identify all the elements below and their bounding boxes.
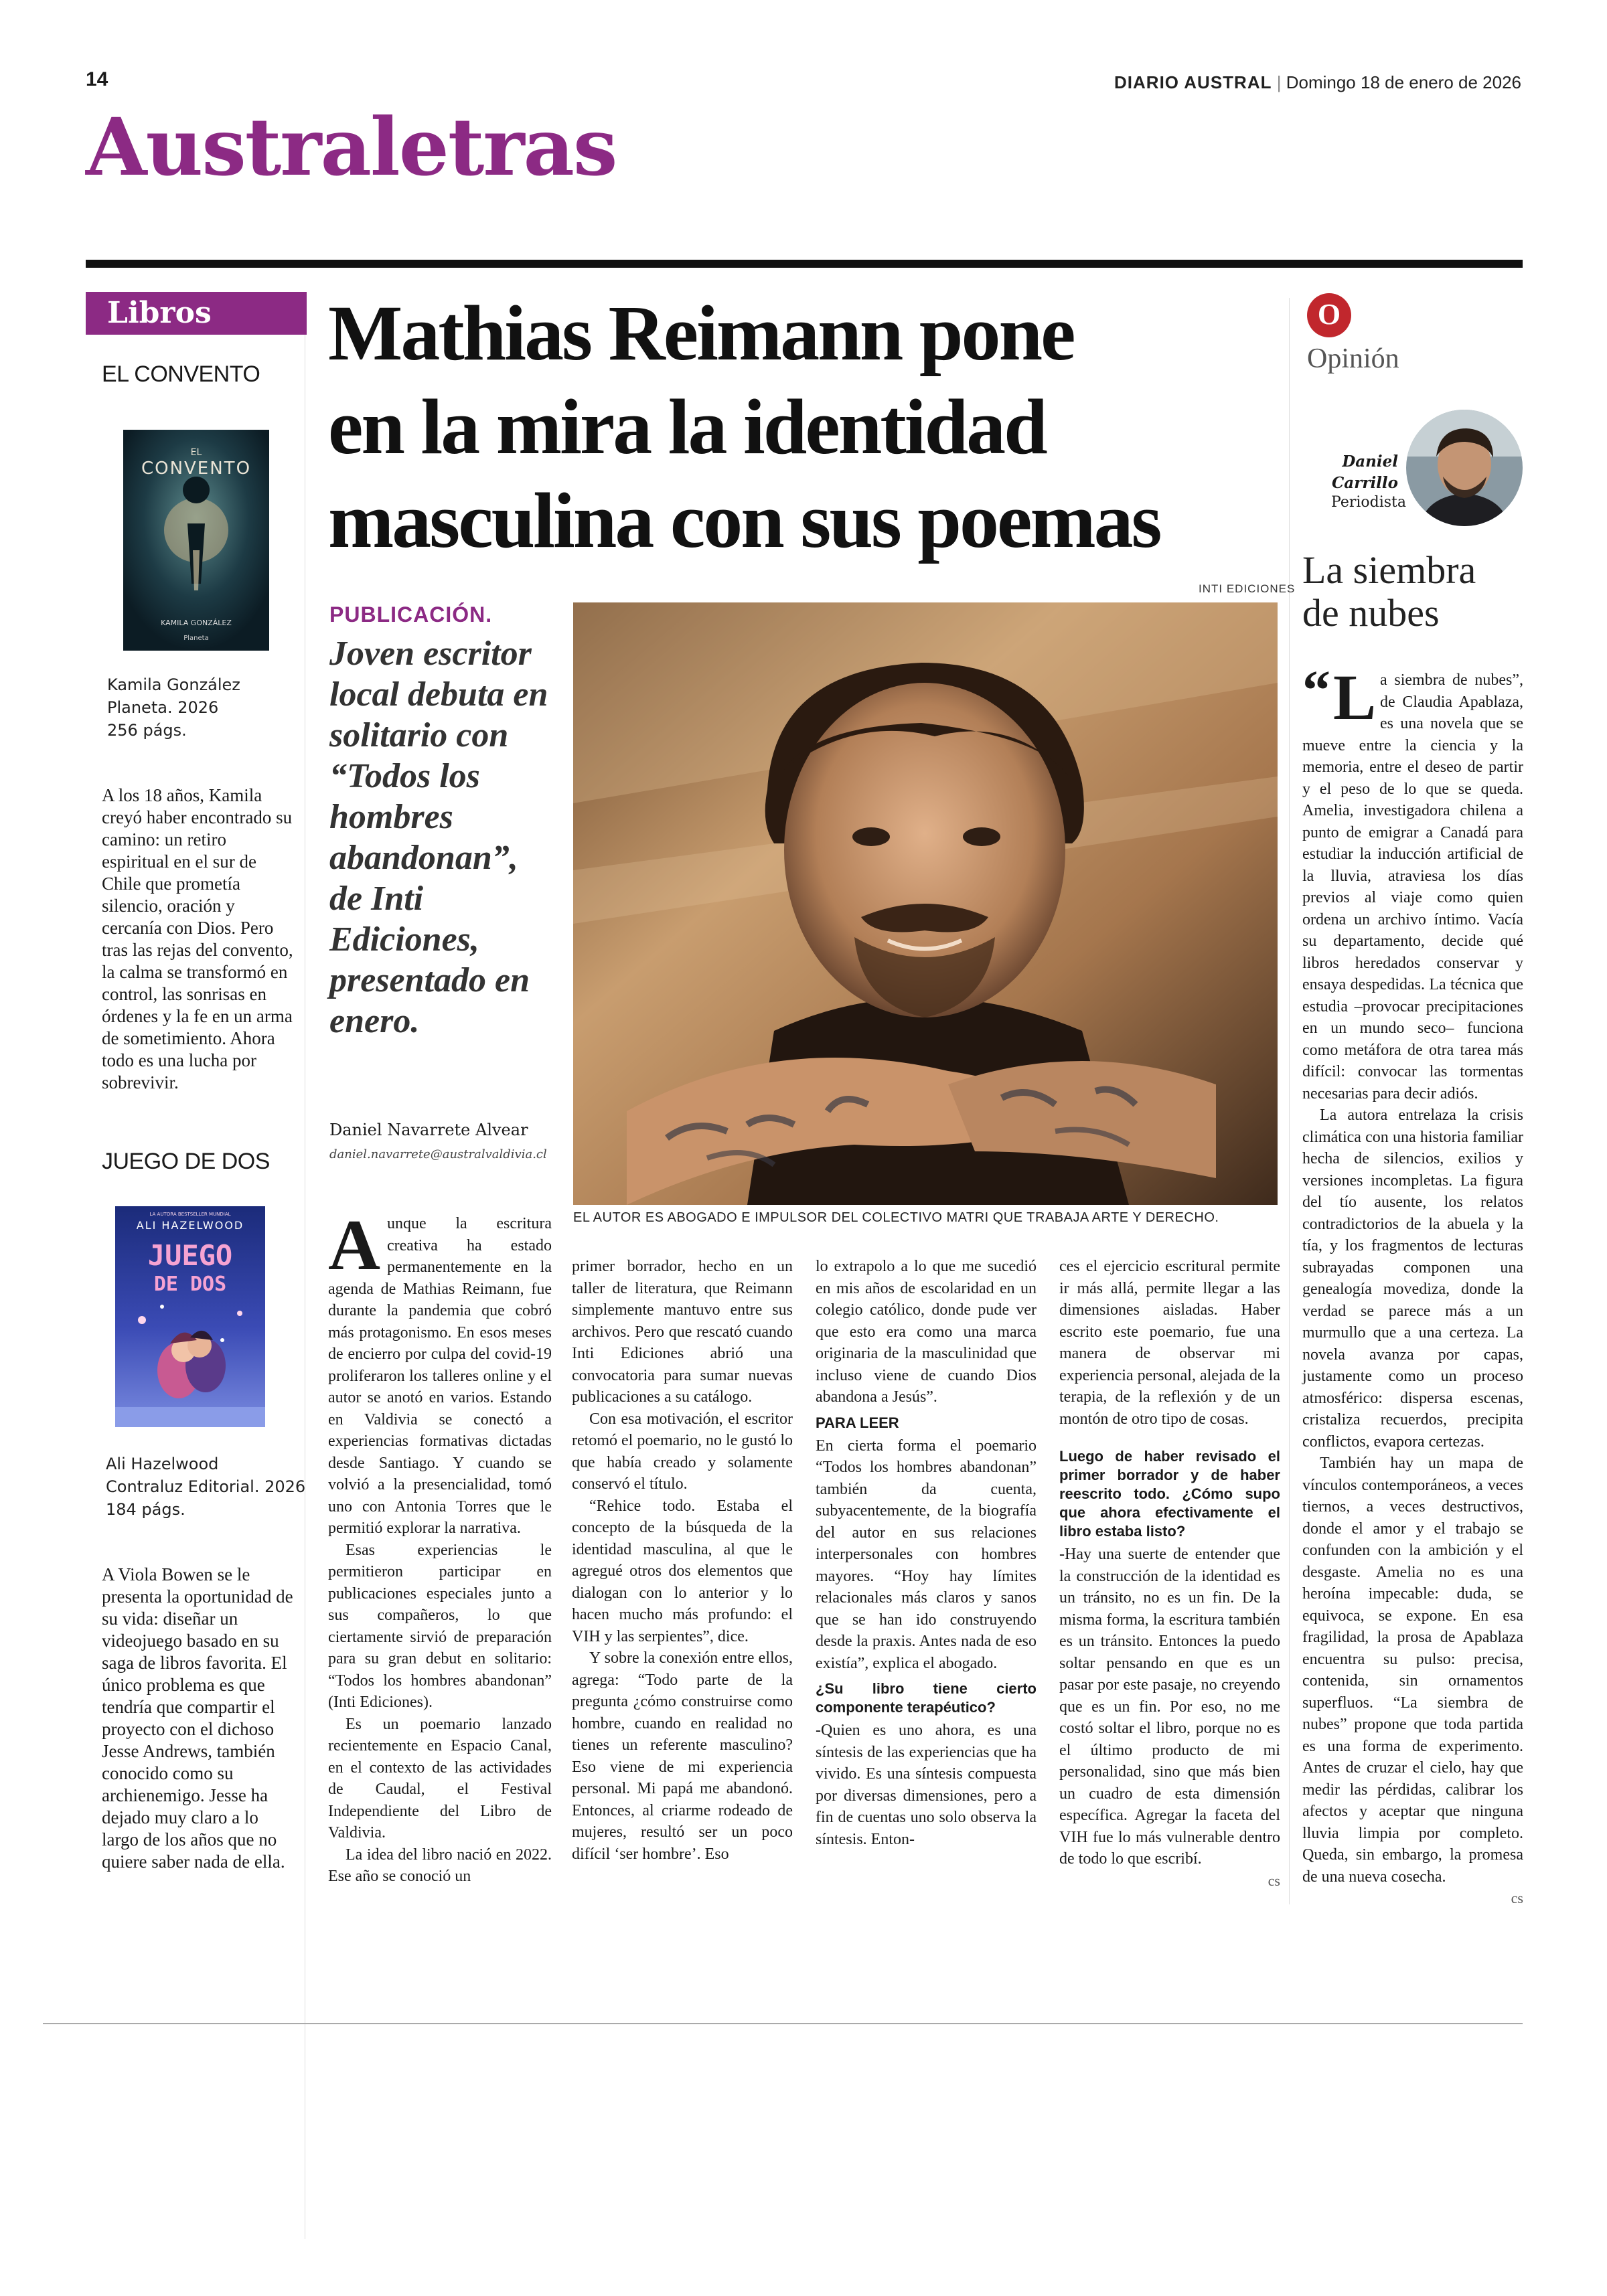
cover-title-line-1: JUEGO [147,1239,233,1272]
article-column-4 [1059,1256,1280,1892]
author-photo [573,602,1278,1205]
photo-credit: INTI EDICIONES [1199,582,1296,595]
issue-date: Domingo 18 de enero de 2026 [1286,72,1521,92]
top-rule [86,260,1523,268]
book-meta [106,1453,305,1521]
cover-author: KAMILA GONZÁLEZ [161,619,232,627]
bottom-rule [43,2023,1523,2024]
paragraph: También hay un mapa de vínculos contemporáneos, a veces tiernos, a veces destructivos, donde el amor y el trabajo se confunden con la ambición y el desgaste. Amelia no es una heroína impecable: duda, se equivoca, se expone. En esa fragilidad, la prosa de Apablaza encuentra su pulso: precisa, contenida, sin ornamentos superfluos. “La siembra de nubes” propone que toda partida es una forma de experimento. Antes de cruzar el cielo, hay que medir las pérdidas, calibrar los afectos y aceptar que ninguna lluvia limpia por completo. Queda, sin embargo, la promesa de una nueva cosecha. [1302,1455,1523,1886]
cover-publisher: Planeta [183,635,209,642]
book-title: JUEGO DE DOS [102,1149,270,1174]
end-mark: cs [1268,1872,1280,1889]
opening-quote-mark: “ [1302,659,1330,722]
paragraph: Esas experiencias le permitieron participar en publicaciones especiales junto a sus compañeros, lo que ciertamente sirvió de preparación para su gran debut en solitario: “Todos los hombres abandonan” (Inti Ediciones). [328,1541,552,1711]
paragraph: En cierta forma el poemario “Todos los hombres abandonan” también da cuenta, subyacentemente, de la biografía del autor en sus relaciones interpersonales con hombres mayores. “Hoy hay límites relacionales más claros y sanos que se han ido construyendo desde la praxis. Antes nada de eso existía”, explica el abogado. [816,1437,1037,1672]
paragraph: ces el ejercicio escritural permite ir más allá, permite llegar a las dimensiones aisladas. Haber escrito este poemario, fue una manera de observar mi experiencia personal, alejada de la terapia, de la reflexión y de un montón de otro tipo de cosas. [1059,1258,1280,1428]
opinion-badge: O [1307,293,1351,337]
subhead: PARA LEER [816,1414,899,1431]
cover-kicker: LA AUTORA BESTSELLER MUNDIAL [149,1212,231,1217]
page-number: 14 [86,68,108,90]
headline [328,286,1292,568]
book-blurb: A Viola Bowen se le presenta la oportunidad de su vida: diseñar un videojuego basado en su saga de libros favorita. El único problema es que tendría que compartir el proyecto con el dichoso Jesse Andrews, también conocido como su archienemigo. Jesse ha dejado muy claro a lo largo de los años que no quiere saber nada de ella. [102,1564,293,1872]
cover-title: CONVENTO [141,459,252,479]
headline-line: en la mira la identidad [328,383,1046,471]
cover-title-small: EL [190,447,202,458]
opinion-title-line: La siembra [1302,548,1476,592]
book-meta [107,673,240,742]
byline: Daniel Navarrete Alvear [329,1121,528,1139]
end-mark: cs [1511,1890,1523,1906]
libros-tab: Libros [86,292,307,335]
opinion-body [1302,659,1523,1910]
book-author: Kamila González [107,675,240,694]
publication-name: DIARIO AUSTRAL [1114,72,1272,92]
interview-question: ¿Su libro tiene cierto componente terapéutico? [816,1680,1037,1716]
article-column-3 [816,1256,1037,1850]
paragraph: Con esa motivación, el escritor retomó el poemario, no le gustó lo que había creado y solamente conservó el título. [572,1410,793,1493]
columnist-avatar [1406,410,1523,526]
opinion-label: Opinión [1307,343,1399,374]
paragraph: lo extrapolo a lo que me sucedió en mis años de escolaridad en un colegio católico, donde pude ver que esto era como una marca originaria de la masculinidad que incluso viene de cuando Dios abandona a Jesús”. [816,1258,1037,1406]
deck: Joven escritor local debuta en solitario con “Todos los hombres abandonan”, de Inti Ediciones, presentado en enero. [329,635,548,1040]
cover-author: ALI HAZELWOOD [136,1219,244,1232]
section-title: Australetras [86,100,617,193]
book-title: EL CONVENTO [102,361,260,387]
book-publisher: Planeta. 2026 [107,698,219,717]
paragraph: unque la escritura creativa ha estado permanentemente en la agenda de Mathias Reimann, fue durante la pandemia que cobró más protagonismo. En esos meses de encierro por culpa del covid-19 proliferaron los talleres online y el autor se anotó en varios. Estando en Valdivia se conectó a experiencias formativas dictadas desde Santiago. Y cuando se volvió a la presencialidad, tomó uno con Antonia Torres que le permitió explorar la narrativa. [328,1215,552,1537]
paragraph: a siembra de nubes”, de Claudia Apablaza, es una novela que se mueve entre la ciencia y la memoria, entre el deseo de partir y el peso de lo que se queda. Amelia, investigadora chilena a punto de emigrar a Canadá para estudiar la inducción artificial de la lluvia, atraviesa los días previos al viaje como quien ordena un archivo íntimo. Vacía su departamento, decide qué libros heredados conservar y ensaya despedidas. La técnica que estudia –provocar precipitaciones en un mundo seco– funciona como metáfora de otra tarea más difícil: convocar las tormentas necesarias para decir adiós. [1302,671,1523,1102]
book-publisher: Contraluz Editorial. 2026 [106,1477,306,1496]
paragraph: “Rehice todo. Estaba el concepto de la búsqueda de la identidad masculina, al que le agregué otros dos elementos que dialogan con lo anterior y lo hacen mucho más profundo: el VIH y las serpientes”, dice. [572,1497,793,1645]
columnist-role: Periodista [1331,494,1406,511]
book-pages: 184 págs. [106,1500,185,1519]
masthead [1114,72,1521,93]
columnist-last-name: Carrillo [1332,474,1398,492]
paragraph: -Quien es uno ahora, es una síntesis de las experiencias que ha vivido. Es una síntesis compuesta por diversas dimensiones, pero a fin de cuentas uno solo observa la síntesis. Enton- [816,1722,1037,1848]
article-column-2 [572,1256,793,1865]
paragraph: primer borrador, hecho en un taller de literatura, que Reimann simplemente mantuvo entre sus archivos. Pero que rescató cuando Inti Ediciones abrió una convocatoria para sumar nuevas publicaciones a su catálogo. [572,1258,793,1406]
photo-caption: EL AUTOR ES ABOGADO E IMPULSOR DEL COLECTIVO MATRI QUE TRABAJA ARTE Y DERECHO. [573,1210,1219,1225]
article-column-1 [328,1206,552,1888]
book-author: Ali Hazelwood [106,1455,219,1473]
book-cover-juego-de-dos [115,1206,265,1427]
book-cover-el-convento [123,430,269,651]
opinion-title-line: de nubes [1302,591,1440,635]
drop-cap: L [1333,661,1377,733]
paragraph: La idea del libro nació en 2022. Ese año se conoció un [328,1846,552,1885]
opinion-title [1302,549,1476,635]
kicker: PUBLICACIÓN. [329,602,493,627]
paragraph: -Hay una suerte de entender que la construcción de la identidad es un tránsito, no es un fin. De la misma forma, la escritura también es un tránsito. Entonces la puedo soltar pensando en que es un pasar por este pasaje, no creyendo que es un fin. Por eso, no me costó soltar el libro, porque no es el último producto de mi personalidad, sino que más bien un cuadro de esta dimensión específica. Agregar la faceta del VIH fue lo más vulnerable dentro de todo lo que escribí. [1059,1546,1280,1868]
byline-email[interactable]: daniel.navarrete@australvaldivia.cl [329,1147,547,1161]
drop-cap: A [328,1206,380,1285]
book-pages: 256 págs. [107,721,187,740]
book-blurb: A los 18 años, Kamila creyó haber encontrado su camino: un retiro espiritual en el sur de Chile que prometía silencio, oración y cercanía con Dios. Pero tras las rejas del convento, la calma se transformó en control, las sonrisas en órdenes y la fe en un arma de sometimiento. Ahora todo es una lucha por sobrevivir. [102,785,293,1092]
masthead-divider: | [1276,72,1286,92]
headline-line: masculina con sus poemas [328,477,1160,564]
interview-question: Luego de haber revisado el primer borrador y de haber reescrito todo. ¿Cómo supo que ahora efectivamente el libro estaba listo? [1059,1448,1280,1540]
paragraph: Es un poemario lanzado recientemente en Espacio Canal, en el contexto de las actividades de Caudal, el Festival Independiente del Libro de Valdivia. [328,1715,552,1841]
headline-line: Mathias Reimann pone [328,289,1074,377]
paragraph: La autora entrelaza la crisis climática con una historia familiar hecha de silencios, exilios y versiones incompletas. La figura del tío ausente, los relatos contradictorios de la abuela y la tía, y los fragmentos de lecturas subrayadas componen una genealogía movediza, donde la verdad se parece más a un murmullo que a una certeza. La novela avanza por capas, justamente como un proceso atmosférico: dispersa escenas, cristaliza recuerdos, precipita conflictos, evapora certezas. [1302,1106,1523,1451]
cover-title-line-2: DE DOS [153,1273,227,1296]
paragraph: Y sobre la conexión entre ellos, agrega: “Todo parte de la pregunta ¿cómo construirse como hombre, cuando en realidad no tienes un referente masculino? Eso viene de mi experiencia personal. Mi papá me abandonó. Entonces, al criarme rodeado de mujeres, resultó ser un poco difícil ‘ser hombre’. Eso [572,1649,793,1863]
columnist-first-name: Daniel [1342,453,1398,471]
columnist-name [1318,451,1398,494]
